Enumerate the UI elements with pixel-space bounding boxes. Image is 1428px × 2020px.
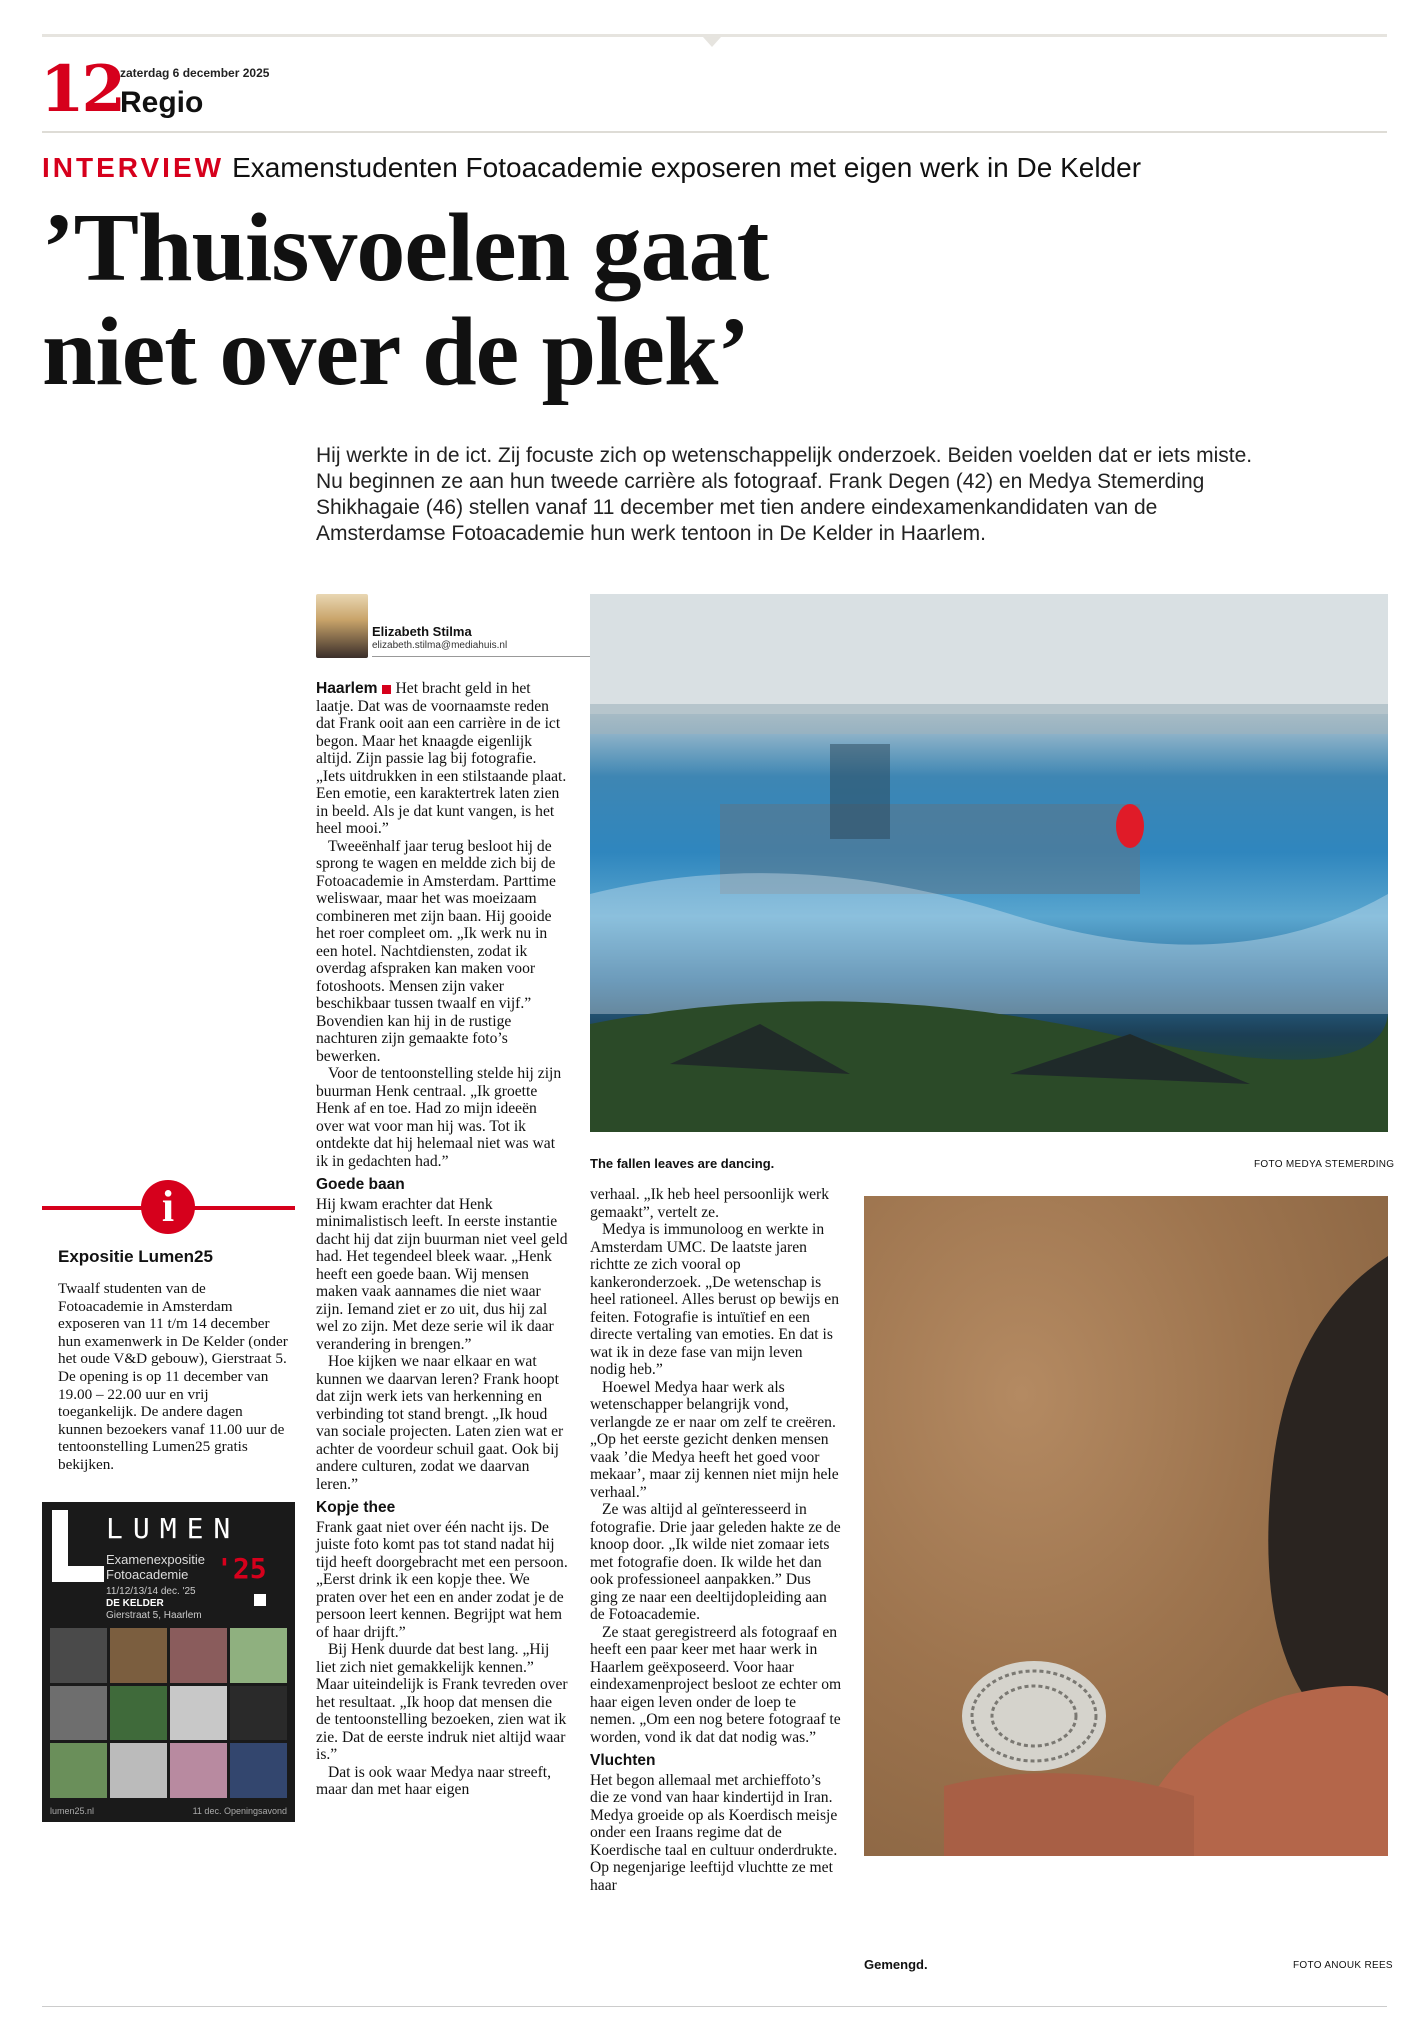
headline-line-2: niet over de plek’ — [42, 298, 749, 406]
paragraph: Het begon allemaal met archieffoto’s die ze vond van haar kindertijd in Iran. Medya groeide op als Koerdisch meisje onder een Iraans regime dat de Koerdische taal en cultuur onderdrukte. Op negenjarige leeftijd vluchtte ze met haar — [590, 1771, 838, 1894]
author-byline — [316, 594, 534, 658]
kicker-text: Examenstudenten Fotoacademie exposeren met eigen werk in De Kelder — [232, 152, 1142, 183]
poster-details — [106, 1586, 202, 1622]
poster-photo-grid — [50, 1628, 287, 1798]
photo-sea-credit: FOTO MEDYA STEMERDING — [1254, 1159, 1395, 1170]
dateline-square-icon — [382, 685, 391, 694]
subheading: Kopje thee — [316, 1499, 396, 1516]
article-column-1 — [316, 680, 568, 1799]
infobox-text: Twaalf studenten van de Fotoacademie in Amsterdam exposeren van 11 t/m 14 december hun examenwerk in De Kelder (onder het oude V&D gebouw), Gierstraat 5. De opening is op 11 december van 19.00 – 22.00 uur en vrij toegankelijk. De andere dagen kunnen bezoekers vanaf 11.00 uur de tentoonstelling Lumen25 gratis bekijken. — [58, 1280, 288, 1473]
poster-thumb — [110, 1743, 167, 1798]
poster-thumb — [230, 1628, 287, 1683]
poster-thumb — [110, 1628, 167, 1683]
author-avatar — [316, 594, 368, 658]
intro-paragraph: Hij werkte in de ict. Zij focuste zich op wetenschappelijk onderzoek. Beiden voelden dat er iets miste. Nu beginnen ze aan hun tweede carrière als fotograaf. Frank Degen (42) en Medya Stemerding Shikhagaie (46) stellen vanaf 11 december met tien andere eindexamenkandidaten van de Amsterdamse Fotoacademie hun werk tentoon in De Kelder in Haarlem. — [316, 444, 1253, 545]
poster-thumb — [170, 1686, 227, 1741]
photo-coral-credit: FOTO ANOUK REES — [1293, 1960, 1393, 1971]
paragraph: Frank gaat niet over één nacht ijs. De juiste foto komt pas tot stand nadat hij tijd heeft doorgebracht met een persoon. „Eerst drink ik een kopje thee. We praten over het een en ander zodat je de persoon leert kennen. Begrijpt wat hem of haar drijft.” — [316, 1518, 568, 1641]
poster-l-logo — [52, 1510, 104, 1582]
poster-thumb — [50, 1743, 107, 1798]
infobox-title: Expositie Lumen25 — [58, 1247, 213, 1266]
poster-opening: 11 dec. Openingsavond — [192, 1806, 287, 1816]
issue-date: zaterdag 6 december 2025 — [120, 66, 270, 80]
photo-coral — [864, 1196, 1388, 1856]
kicker — [42, 152, 1141, 184]
poster-site: lumen25.nl — [50, 1806, 95, 1816]
poster-thumb — [170, 1743, 227, 1798]
kicker-tag: INTERVIEW — [42, 152, 225, 183]
poster-dates: 11/12/13/14 dec. '25 — [106, 1586, 196, 1597]
poster-footer — [50, 1806, 287, 1816]
subheading: Vluchten — [590, 1752, 656, 1769]
poster-thumb — [110, 1686, 167, 1741]
paragraph: verhaal. „Ik heb heel persoonlijk werk gemaakt”, vertelt ze. — [590, 1186, 830, 1221]
paragraph — [316, 680, 568, 838]
dateline: Haarlem — [316, 680, 378, 697]
page-number: 12 — [40, 52, 124, 127]
poster-thumb — [50, 1628, 107, 1683]
headline — [42, 196, 1042, 404]
paragraph-text: Het bracht geld in het laatje. Dat was de voornaamste reden dat Frank ooit aan een carrière in de ict begon. Maar het knaagde eigenlijk altijd. Zijn passie lag bij fotografie. „Iets uitdrukken in een stilstaande plaat. Een emotie, een karaktertrek laten zien in beeld. Als je dat kunt vangen, is het heel mooi.” — [316, 680, 567, 837]
paragraph: Voor de tentoonstelling stelde hij zijn buurman Henk centraal. „Ik groette Henk af en toe. Had zo mijn ideeën over wat voor man hij was. Tot ik ontdekte dat hij helemaal niet was wat ik in gedachten had.” — [316, 1065, 562, 1170]
poster-subtitle — [106, 1552, 205, 1582]
poster-subtitle-2: Fotoacademie — [106, 1567, 189, 1582]
paragraph: Dat is ook waar Medya naar streeft, maar dan met haar eigen — [316, 1763, 551, 1798]
poster-year: '25 — [216, 1552, 267, 1585]
author-name: Elizabeth Stilma — [372, 624, 472, 639]
top-notch — [703, 37, 721, 47]
poster-word: LUMEN — [106, 1512, 241, 1545]
bottom-rule — [42, 2006, 1387, 2007]
subheading: Goede baan — [316, 1176, 405, 1193]
poster-subtitle-1: Examenexpositie — [106, 1552, 205, 1567]
paragraph: Tweeënhalf jaar terug besloot hij de sprong te wagen en meldde zich bij de Fotoacademie in Amsterdam. Parttime weliswaar, maar het was moeizaam combineren met zijn baan. Hij gooide het roer compleet om. „Ik werk nu in een hotel. Nachtdiensten, zodat ik overdag afspraken kan maken voor fotoshoots. Mensen zijn vaker beschikbaar tussen twaalf en vijf.” Bovendien kan hij in de rustige nachturen zijn gemaakte foto’s bewerken. — [316, 837, 556, 1065]
poster-thumb — [230, 1686, 287, 1741]
paragraph: Hoe kijken we naar elkaar en wat kunnen we daarvan leren? Frank hoopt dat zijn werk iets van herkenning en verbinding tot stand brengt. „Ik houd van sociale projecten. Laten zien wat er achter de voordeur schuil gaat. Ook bij andere culturen, zodat we daarvan leren.” — [316, 1353, 564, 1493]
photo-sea-image — [590, 594, 1388, 1132]
article-column-2 — [590, 1186, 842, 1894]
photo-sea-caption: The fallen leaves are dancing. — [590, 1156, 775, 1171]
paragraph: Ze was altijd al geïnteresseerd in fotografie. Drie jaar geleden hakte ze de knoop door. „Ik wilde niet zomaar iets met fotografie doen. Ik wilde het dan ook professioneel aanpakken.” Dus ging ze naar een deeltijdopleiding aan de Fotoacademie. — [590, 1501, 841, 1623]
exhibition-poster — [42, 1502, 295, 1822]
headline-line-1: ’Thuisvoelen gaat — [42, 194, 769, 302]
header-rule — [42, 131, 1387, 133]
photo-sea — [590, 594, 1388, 1132]
info-icon: i — [141, 1180, 195, 1234]
poster-thumb — [170, 1628, 227, 1683]
poster-dot — [254, 1594, 266, 1606]
photo-coral-caption: Gemengd. — [864, 1957, 928, 1972]
paragraph: Medya is immunoloog en werkte in Amsterdam UMC. De laatste jaren richtte ze zich vooral op kankeronderzoek. „De wetenschap is heel rationeel. Alles berust op bewijs en feiten. Fotografie is intuïtief en een directe vertaling van emoties. En dat is wat ik in deze fase van mijn leven nodig heb.” — [590, 1221, 839, 1378]
paragraph: Hij kwam erachter dat Henk minimalistisch leeft. In eerste instantie dacht hij dat zijn buurman niet veel geld had. Het tegendeel bleek waar. „Henk heeft een goede baan. Wij mensen maken vaak aannames die niet waar zijn. Iemand ziet er zo uit, dus hij zal wel zo zijn. Met deze serie wil ik daar verandering in brengen.” — [316, 1195, 568, 1353]
paragraph: Ze staat geregistreerd als fotograaf en heeft een paar keer met haar werk in Haarlem geëxposeerd. Voor haar eindexamenproject besloot ze echter om haar eigen leven onder de loep te nemen. „Om een nog betere fotograaf te worden, vond ik dat dat nodig was.” — [590, 1623, 842, 1746]
photo-coral-image — [864, 1196, 1388, 1856]
poster-thumb — [230, 1743, 287, 1798]
poster-thumb — [50, 1686, 107, 1741]
poster-venue: DE KELDER — [106, 1598, 164, 1609]
paragraph: Bij Henk duurde dat best lang. „Hij liet zich niet gemakkelijk kennen.” Maar uiteindelijk is Frank tevreden over het resultaat. „Ik hoop dat mensen die de tentoonstelling bezoeken, zien wat ik zie. Dat de eerste indruk niet altijd waar is.” — [316, 1641, 568, 1763]
author-email[interactable]: elizabeth.stilma@mediahuis.nl — [372, 640, 508, 651]
poster-address: Gierstraat 5, Haarlem — [106, 1610, 202, 1621]
section-title: Regio — [120, 86, 204, 119]
paragraph: Hoewel Medya haar werk als wetenschapper belangrijk vond, verlangde ze er naar om zelf te creëren. „Op het eerste gezicht denken mensen vaak ’die Medya heeft het goed voor mekaar’, maar zij kennen niet mijn hele verhaal.” — [590, 1378, 839, 1501]
